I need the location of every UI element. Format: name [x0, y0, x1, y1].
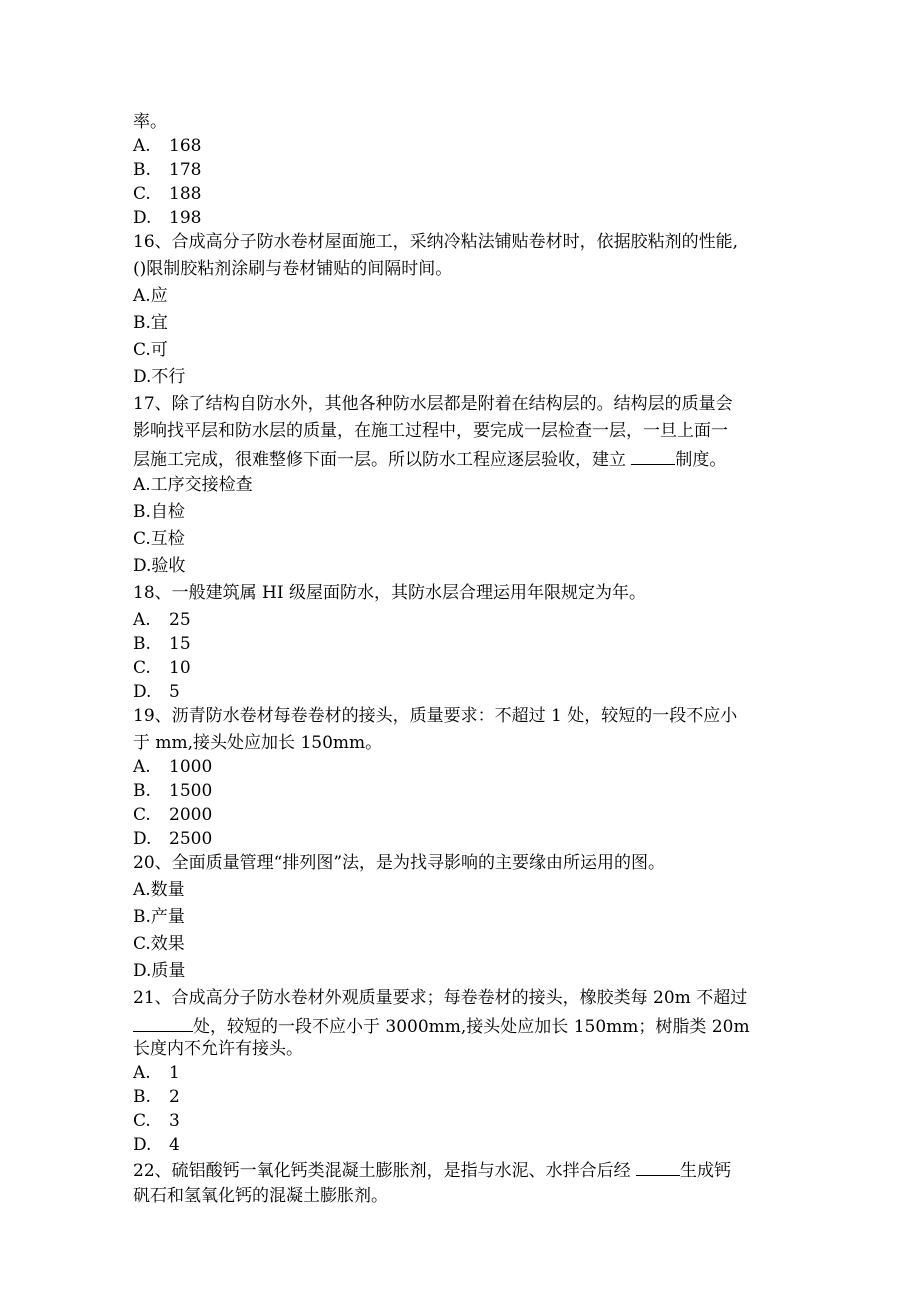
- option-line: A.数量: [133, 880, 185, 900]
- option-line: B.产量: [133, 907, 185, 927]
- option-label: A.: [133, 610, 151, 630]
- question-text: 22、硫铝酸钙一氧化钙类混凝土膨胀剂，是指与水泥、水拌合后经: [133, 1161, 631, 1181]
- option-value: 1000: [169, 757, 213, 777]
- option-label: B.: [133, 781, 151, 801]
- question-22-line: [133, 1157, 793, 1184]
- question-17-line: 17、除了结构自防水外，其他各种防水层都是附着在结构层的。结构层的质量会: [133, 394, 733, 414]
- question-column: [133, 110, 793, 1211]
- option-value: 1500: [169, 781, 213, 801]
- option-line: [133, 632, 793, 656]
- option-label: B.: [133, 1087, 151, 1107]
- option-line: [133, 158, 793, 182]
- option-line: C.可: [133, 340, 168, 360]
- option-label: D.: [133, 682, 152, 702]
- option-line: D.不行: [133, 367, 186, 387]
- option-line: [133, 656, 793, 680]
- option-label: A.: [133, 1063, 151, 1083]
- option-line: [133, 182, 793, 206]
- option-label: A.: [133, 757, 151, 777]
- option-line: [133, 1133, 793, 1157]
- question-19-line: 19、沥青防水卷材每卷卷材的接头，质量要求：不超过 1 处，较短的一段不应小: [133, 706, 738, 726]
- option-value: 188: [169, 184, 202, 204]
- option-value: 25: [169, 610, 191, 630]
- option-line: [133, 1109, 793, 1133]
- option-value: 5: [169, 682, 180, 702]
- question-20-line: 20、全面质量管理“排列图”法，是为找寻影响的主要缘由所运用的图。: [133, 853, 666, 873]
- question-21-line: 长度内不允许有接头。: [133, 1039, 303, 1059]
- question-16-line: ()限制胶粘剂涂刷与卷材铺贴的间隔时间。: [133, 259, 453, 279]
- question-19-line: 于 mm,接头处应加长 150mm。: [133, 733, 383, 753]
- option-value: 3: [169, 1111, 180, 1131]
- option-line: [133, 1061, 793, 1085]
- option-label: D.: [133, 1135, 152, 1155]
- blank-underline: [631, 446, 675, 465]
- option-value: 2: [169, 1087, 180, 1107]
- option-label: D.: [133, 829, 152, 849]
- option-line: [133, 755, 793, 779]
- question-18-line: 18、一般建筑属 HI 级屋面防水，其防水层合理运用年限规定为年。: [133, 583, 646, 603]
- option-line: B.宜: [133, 313, 168, 333]
- option-value: 198: [169, 208, 202, 228]
- option-label: C.: [133, 658, 151, 678]
- option-line: A.应: [133, 286, 168, 306]
- option-value: 1: [169, 1063, 180, 1083]
- option-line: [133, 803, 793, 827]
- option-label: C.: [133, 184, 151, 204]
- option-line: [133, 779, 793, 803]
- question-text: 制度。: [675, 450, 727, 470]
- option-line: D.验收: [133, 556, 186, 576]
- option-line: C.效果: [133, 934, 185, 954]
- blank-underline: [636, 1157, 680, 1176]
- text-line: 率。: [133, 112, 167, 132]
- option-label: D.: [133, 208, 152, 228]
- option-value: 2500: [169, 829, 213, 849]
- question-17-line: [133, 446, 793, 473]
- option-line: [133, 134, 793, 158]
- question-21-line: [133, 1013, 793, 1037]
- question-21-line: 21、合成高分子防水卷材外观质量要求；每卷卷材的接头，橡胶类每 20m 不超过: [133, 988, 748, 1008]
- option-line: A.工序交接检查: [133, 475, 253, 495]
- option-value: 2000: [169, 805, 213, 825]
- option-line: [133, 680, 793, 704]
- option-line: C.互检: [133, 529, 185, 549]
- question-22-line: 矾石和氢氧化钙的混凝土膨胀剂。: [133, 1186, 388, 1206]
- option-label: B.: [133, 634, 151, 654]
- option-value: 15: [169, 634, 191, 654]
- option-value: 4: [169, 1135, 180, 1155]
- option-line: D.质量: [133, 961, 186, 981]
- question-text: 生成钙: [680, 1161, 732, 1181]
- question-16-line: 16、合成高分子防水卷材屋面施工，采纳冷粘法铺贴卷材时，依据胶粘剂的性能,: [133, 232, 739, 252]
- option-label: C.: [133, 1111, 151, 1131]
- option-line: B.自检: [133, 502, 185, 522]
- question-text: 处，较短的一段不应小于 3000mm,接头处应加长 150mm；树脂类 20m: [193, 1017, 750, 1037]
- question-17-line: 影响找平层和防水层的质量，在施工过程中，要完成一层检查一层，一旦上面一: [133, 421, 728, 441]
- option-line: [133, 206, 793, 230]
- option-value: 10: [169, 658, 191, 678]
- option-line: [133, 1085, 793, 1109]
- blank-underline: [133, 1013, 193, 1032]
- option-line: [133, 608, 793, 632]
- option-line: [133, 827, 793, 851]
- option-label: C.: [133, 805, 151, 825]
- option-value: 168: [169, 136, 202, 156]
- option-label: A.: [133, 136, 151, 156]
- question-text: 层施工完成，很难整修下面一层。所以防水工程应逐层验收，建立: [133, 450, 626, 470]
- option-value: 178: [169, 160, 202, 180]
- option-label: B.: [133, 160, 151, 180]
